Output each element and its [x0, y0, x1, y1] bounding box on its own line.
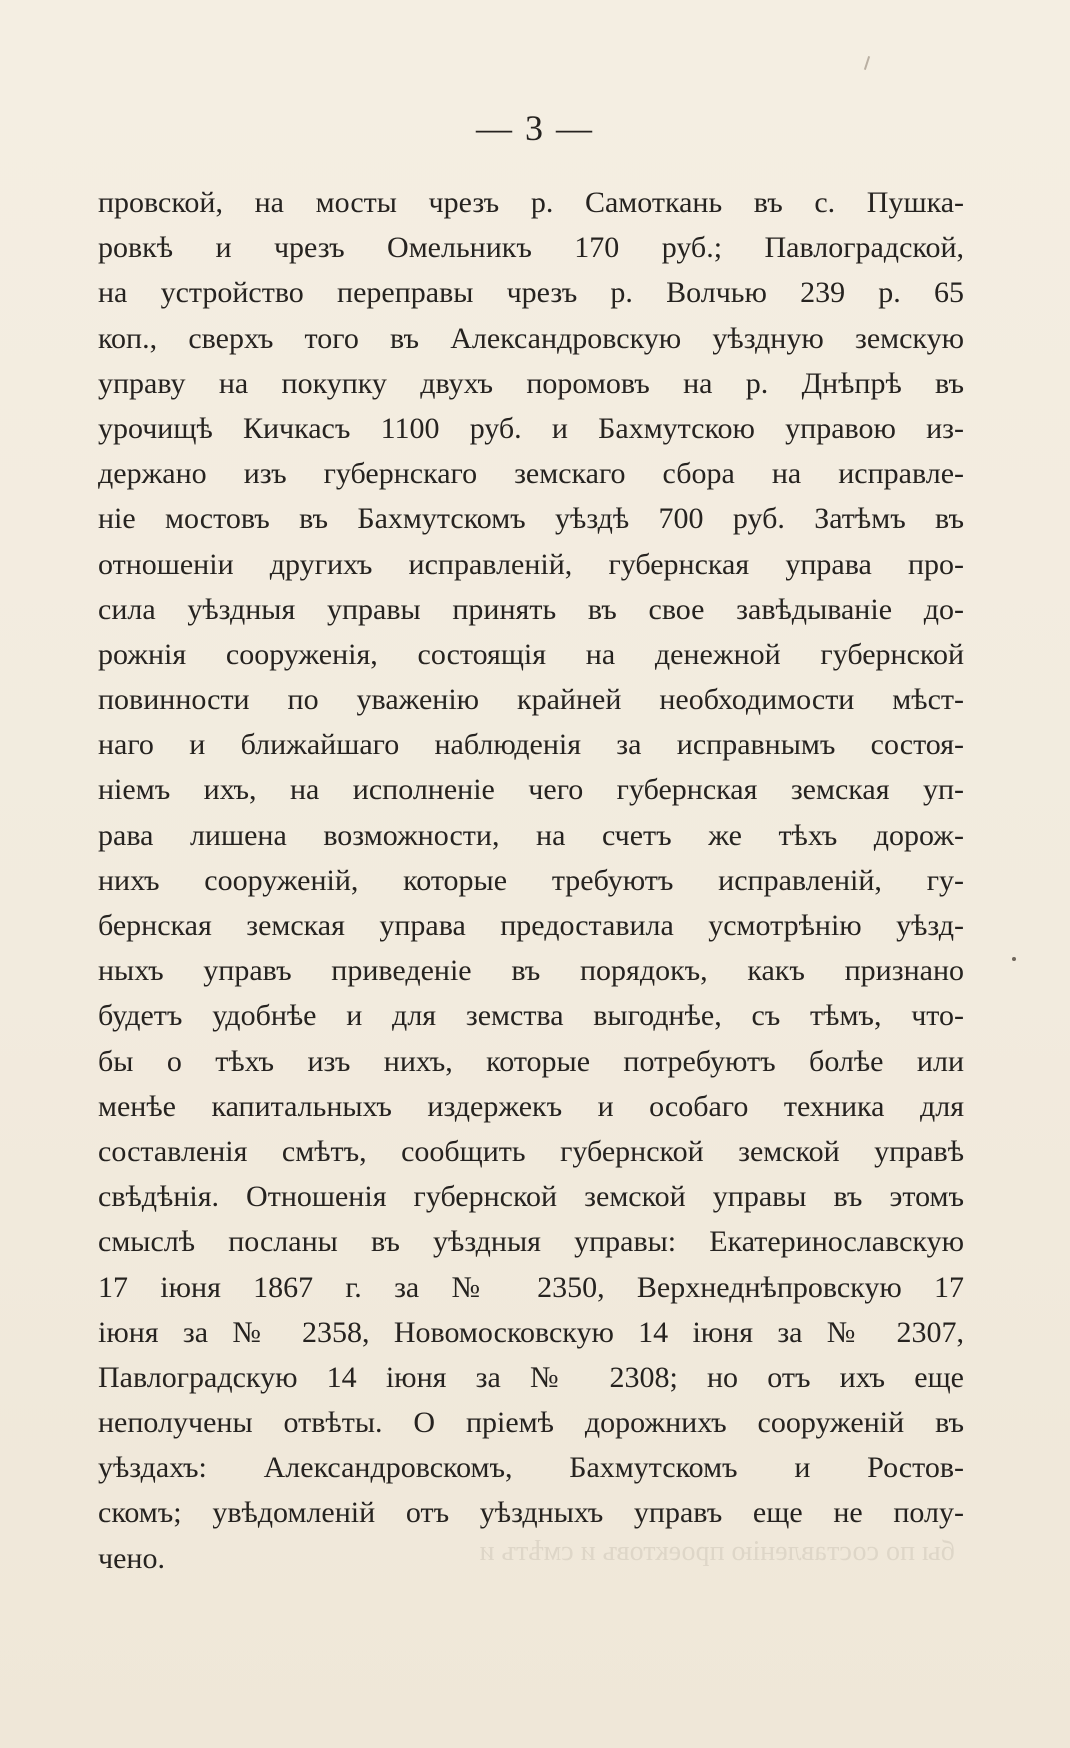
text-line: повинности по уваженію крайней необходимости мѣст- — [98, 683, 964, 717]
text-line: уѣздахъ: Александровскомъ, Бахмутскомъ и Ростов- — [98, 1451, 964, 1485]
text-line: 17 іюня 1867 г. за № 2350, Верхнеднѣпровскую 17 — [98, 1270, 964, 1304]
text-line-final: чено. — [98, 1541, 165, 1575]
text-line: свѣдѣнія. Отношенія губернской земской управы въ этомъ — [98, 1180, 964, 1214]
text-line: нихъ сооруженій, которые требуютъ исправленій, гу- — [98, 863, 964, 897]
ink-speck — [1012, 957, 1016, 961]
text-line: провской, на мосты чрезъ р. Самоткань въ с. Пушка- — [98, 186, 964, 219]
text-line: ніемъ ихъ, на исполненіе чего губернская земская уп- — [98, 773, 964, 807]
text-line: рожнія сооруженія, состоящія на денежной губернской — [98, 637, 964, 671]
text-line: ровкѣ и чрезъ Омельникъ 170 руб.; Павлоградской, — [98, 231, 964, 265]
text-line: ніе мостовъ въ Бахмутскомъ уѣздѣ 700 руб. Затѣмъ въ — [98, 502, 964, 536]
text-line: смыслѣ посланы въ уѣздныя управы: Екатеринославскую — [98, 1225, 964, 1259]
text-line: составленія смѣтъ, сообщить губернской земской управѣ — [98, 1134, 964, 1168]
text-line: скомъ; увѣдомленій отъ уѣздныхъ управъ еще не полу- — [98, 1496, 964, 1530]
bleed-through-text: бы по составленію проектовъ и смѣтъ и — [479, 1536, 955, 1567]
text-line: на устройство переправы чрезъ р. Волчью 239 р. 65 — [98, 276, 964, 310]
paper-mark — [864, 56, 870, 70]
text-line: урочищѣ Кичкасъ 1100 руб. и Бахмутскою управою из- — [98, 411, 964, 445]
text-line: сила уѣздныя управы принять въ свое завѣдываніе до- — [98, 592, 964, 626]
text-line: ныхъ управъ приведеніе въ порядокъ, какъ признано — [98, 954, 964, 988]
text-line: держано изъ губернскаго земскаго сбора на исправле- — [98, 457, 964, 491]
text-line: іюня за № 2358, Новомосковскую 14 іюня за № 2307, — [98, 1315, 964, 1349]
text-line: рава лишена возможности, на счетъ же тѣхъ дорож- — [98, 818, 964, 852]
body-text — [98, 180, 964, 1581]
page-number: — 3 — — [476, 108, 594, 148]
text-line: бы о тѣхъ изъ нихъ, которые потребуютъ болѣе или — [98, 1044, 964, 1078]
text-line: Павлоградскую 14 іюня за № 2308; но отъ ихъ еще — [98, 1360, 964, 1394]
text-line: наго и ближайшаго наблюденія за исправнымъ состоя- — [98, 728, 964, 762]
text-line: коп., сверхъ того въ Александровскую уѣздную земскую — [98, 321, 964, 355]
text-line: неполучены отвѣты. О пріемѣ дорожнихъ сооруженій въ — [98, 1406, 964, 1440]
text-line: будетъ удобнѣе и для земства выгоднѣе, съ тѣмъ, что- — [98, 999, 964, 1033]
text-line: отношеніи другихъ исправленій, губернская управа про- — [98, 547, 964, 581]
text-line: управу на покупку двухъ поромовъ на р. Днѣпрѣ въ — [98, 366, 964, 400]
text-line: менѣе капитальныхъ издержекъ и особаго техника для — [98, 1089, 964, 1123]
text-line: бернская земская управа предоставила усмотрѣнію уѣзд- — [98, 909, 964, 942]
